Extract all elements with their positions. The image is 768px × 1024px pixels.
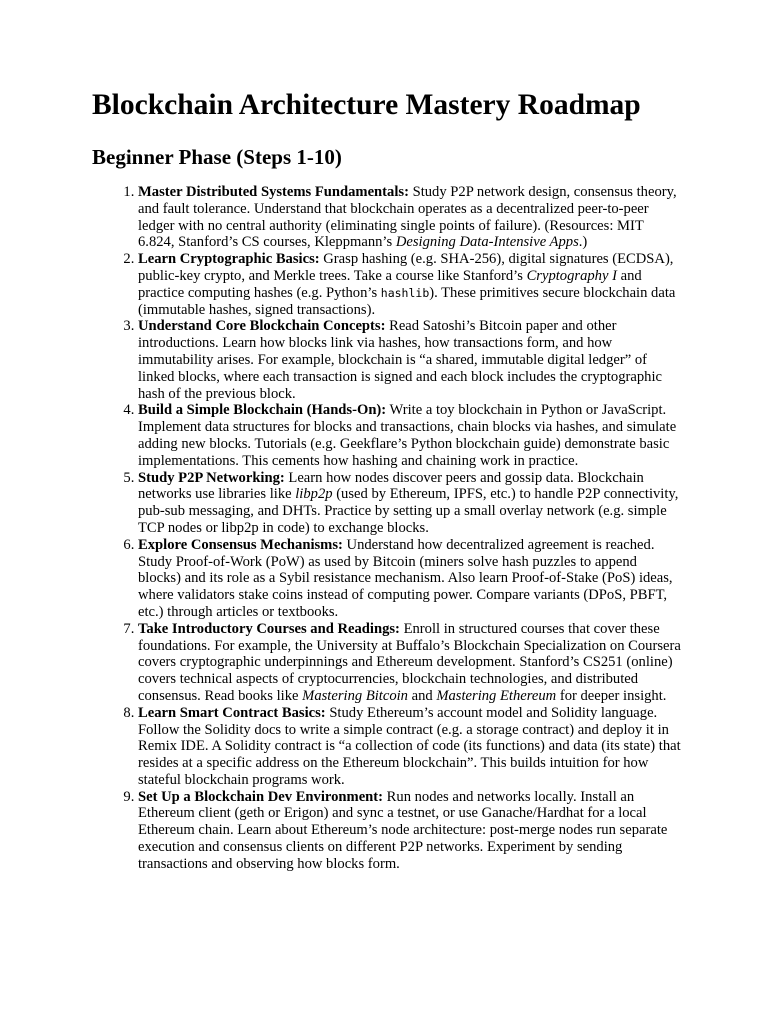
book-title: Mastering Bitcoin (302, 687, 408, 704)
document-title: Blockchain Architecture Mastery Roadmap (92, 89, 641, 121)
step-text: Learn how nodes discover peers and gossip data. Blockchain networks use libraries like (138, 469, 644, 503)
list-item (138, 705, 682, 789)
step-heading: Set Up a Blockchain Dev Environment: (138, 788, 384, 805)
list-item (138, 537, 682, 621)
course-title: Cryptography I (526, 267, 617, 284)
code-snippet: hashlib (380, 285, 430, 300)
book-title: Mastering Ethereum (436, 687, 557, 704)
step-text: and practice computing hashes (e.g. Python’s (138, 267, 642, 301)
list-item (138, 251, 682, 318)
book-title: Designing Data-Intensive Apps (395, 234, 579, 251)
step-text: Enroll in structured courses that cover these foundations. For example, the University at Buffalo’s Blockchain Specialization on Coursera covers cryptographic underpinnings and Ethereum development. Stanford’s CS251 (online) covers technical aspects of cryptocurrencies, blockchain technologies, and distributed consensus. Read books like (138, 620, 681, 704)
step-text: ). These primitives secure blockchain data (immutable hashes, signed transactions). (138, 284, 676, 318)
step-heading: Explore Consensus Mechanisms: (138, 536, 343, 553)
step-heading: Learn Cryptographic Basics: (138, 251, 320, 268)
step-text: Run nodes and networks locally. Install an Ethereum client (geth or Erigon) and sync a testnet, or use Ganache/Hardhat for a local Ethereum chain. Learn about Ethereum’s node architecture: post-merge nodes run separate execution and consensus clients on different P2P networks. Experiment by sending transactions and observing how blocks form. (138, 788, 668, 872)
list-item (138, 184, 682, 251)
roadmap-steps-list (92, 184, 682, 873)
list-item (138, 621, 682, 705)
list-item (138, 470, 682, 537)
step-text: for deeper insight. (556, 687, 667, 704)
step-text: Understand how decentralized agreement is reached. Study Proof-of-Work (PoW) as used by Bitcoin (miners solve hash puzzles to append blocks) and its role as a Sybil resistance mechanism. Also learn Proof-of-Stake (PoS) ideas, where validators stake coins instead of computing power. Compare variants (DPoS, PBFT, etc.) through articles or textbooks. (138, 536, 673, 620)
step-text: Study Ethereum’s account model and Solidity language. Follow the Solidity docs to write a simple contract (e.g. a storage contract) and deploy it in Remix IDE. A Solidity contract is “a collection of code (its functions) and data (its state) that resides at a specific address on the Ethereum blockchain”. This builds intuition for how stateful blockchain programs work. (138, 704, 681, 788)
step-heading: Master Distributed Systems Fundamentals: (138, 184, 409, 200)
step-text: Study P2P network design, consensus theory, and fault tolerance. Understand that blockchain operates as a decentralized peer-to-peer ledger with no central authority (eliminating single points of failure). (Resources: MIT 6.824, Stanford’s CS courses, Kleppmann’s (138, 184, 677, 251)
section-heading: Beginner Phase (Steps 1-10) (92, 145, 342, 169)
step-heading: Study P2P Networking: (138, 469, 285, 486)
step-text: (used by Ethereum, IPFS, etc.) to handle P2P connectivity, pub-sub messaging, and DHTs. Practice by setting up a small overlay network (e.g. simple TCP nodes or libp2p in code) to exchange blocks. (138, 486, 679, 536)
step-heading: Take Introductory Courses and Readings: (138, 620, 400, 637)
step-heading: Understand Core Blockchain Concepts: (138, 318, 386, 335)
step-text: .) (578, 234, 588, 251)
step-heading: Build a Simple Blockchain (Hands-On): (138, 402, 387, 419)
document-page (92, 84, 682, 873)
list-item (138, 789, 682, 873)
list-item (138, 402, 682, 469)
step-heading: Learn Smart Contract Basics: (138, 704, 326, 721)
step-text: Write a toy blockchain in Python or JavaScript. Implement data structures for blocks and transactions, chain blocks via hashes, and simulate adding new blocks. Tutorials (e.g. Geekflare’s Python blockchain guide) demonstrate basic implementations. This cements how hashing and chaining work in practice. (138, 402, 677, 469)
list-item (138, 318, 682, 402)
library-name: libp2p (295, 486, 333, 503)
step-text: Grasp hashing (e.g. SHA-256), digital signatures (ECDSA), public-key crypto, and Merkle trees. Take a course like Stanford’s (138, 251, 674, 284)
step-text: Read Satoshi’s Bitcoin paper and other introductions. Learn how blocks link via hashes, how transactions form, and how immutability arises. For example, blockchain is “a shared, immutable digital ledger” of linked blocks, where each transaction is signed and each block includes the cryptographic hash of the previous block. (138, 318, 662, 402)
step-text: and (407, 687, 437, 704)
